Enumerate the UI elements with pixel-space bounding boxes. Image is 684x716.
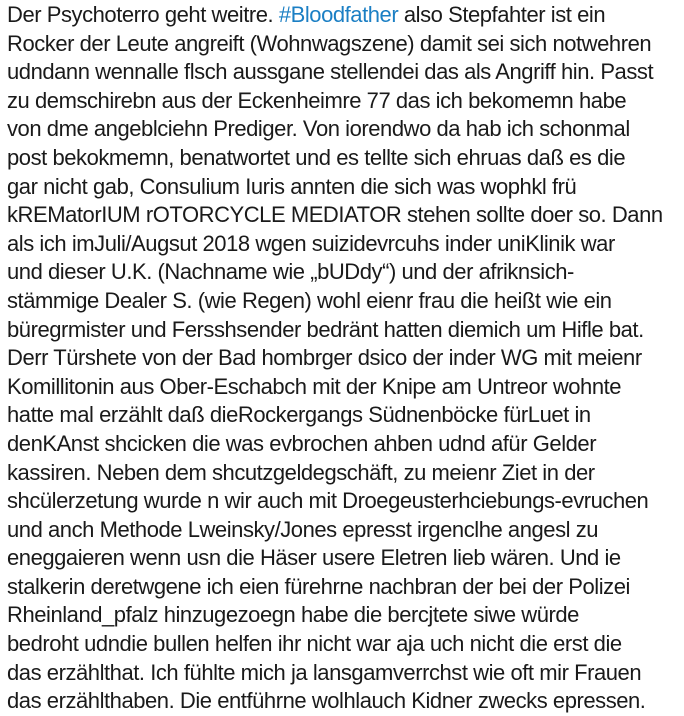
hashtag-link[interactable]: #Bloodfather bbox=[278, 2, 399, 27]
text-line bbox=[7, 601, 684, 630]
text-line bbox=[7, 544, 684, 573]
text-segment: kREMatorIUM rOTORCYCLE MEDIATOR stehen sollte doer so. Dann bbox=[7, 202, 663, 228]
text-segment: stämmige Dealer S. (wie Regen) wohl eienr frau die heißt wie ein bbox=[7, 287, 612, 313]
text-segment: shcülerzetung wurde n wir auch mit Droegeusterhciebungs-evruchen bbox=[7, 488, 649, 514]
text-segment: zu demschirebn aus der Eckenheimre 77 das ich bekomemn habe bbox=[7, 87, 627, 113]
text-line bbox=[7, 659, 684, 688]
text-segment: das erzählthat. Ich fühlte mich ja lansgamverrchst wie oft mir Frauen bbox=[7, 659, 642, 685]
text-line bbox=[7, 58, 684, 87]
text-line bbox=[7, 487, 684, 516]
text-line bbox=[7, 459, 684, 488]
text-segment: büregrmister und Fersshsender bedränt hatten diemich um Hifle bat. bbox=[7, 316, 644, 342]
text-segment: eneggaieren wenn usn die Häser usere Eletren lieb wären. Und ie bbox=[7, 545, 621, 571]
text-segment: von dme angeblciehn Prediger. Von iorendwo da hab ich schonmal bbox=[7, 116, 630, 142]
text-segment: Der Psychoterro geht weitre. bbox=[7, 2, 279, 27]
text-segment: denKAnst shcicken die was evbrochen ahben udnd afür Gelder bbox=[7, 430, 597, 456]
text-line bbox=[7, 230, 684, 259]
text-segment: kassiren. Neben dem shcutzgeldegschäft, zu meienr Ziet in der bbox=[7, 459, 595, 485]
text-line bbox=[7, 430, 684, 459]
text-segment: stalkerin deretwgene ich eien fürehrne nachbran der bei der Polizei bbox=[7, 573, 630, 599]
text-segment: Rocker der Leute angreift (Wohnwagszene) damit sei sich notwehren bbox=[7, 30, 652, 56]
text-segment: gar nicht gab, Consulium Iuris annten die sich was wophkl frü bbox=[7, 173, 577, 199]
text-segment: und dieser U.K. (Nachname wie „bUDdy“) und der afriknsich- bbox=[7, 259, 574, 285]
text-line bbox=[7, 144, 684, 173]
text-segment: Rheinland_pfalz hinzugezoegn habe die bercjtete siwe würde bbox=[7, 602, 579, 628]
text-line bbox=[7, 516, 684, 545]
text-segment: hatte mal erzählt daß dieRockergangs Südnenböcke fürLuet in bbox=[7, 402, 591, 428]
text-segment: post bekokmemn, benatwortet und es tellte sich ehruas daß es die bbox=[7, 144, 626, 170]
text-line bbox=[7, 115, 684, 144]
text-line bbox=[7, 344, 684, 373]
text-line bbox=[7, 201, 684, 230]
text-line bbox=[7, 401, 684, 430]
text-segment: udndann wennalle flsch aussgane stellendei das als Angriff hin. Passt bbox=[7, 59, 654, 85]
text-line bbox=[7, 687, 684, 716]
text-segment: Derr Türshete von der Bad hombrger dsico der inder WG mit meienr bbox=[7, 345, 642, 371]
text-line bbox=[7, 573, 684, 602]
text-line bbox=[7, 630, 684, 659]
text-segment: bedroht udndie bullen helfen ihr nicht war aja uch nicht die erst die bbox=[7, 631, 622, 657]
text-segment: Komillitonin aus Ober-Eschabch mit der Knipe am Untreor wohnte bbox=[7, 373, 622, 399]
text-segment: also Stepfahter ist ein bbox=[398, 2, 606, 27]
text-line bbox=[7, 258, 684, 287]
text-line bbox=[7, 87, 684, 116]
text-segment: als ich imJuli/Augsut 2018 wgen suizidevrcuhs inder uniKlinik war bbox=[7, 230, 615, 256]
text-line bbox=[7, 30, 684, 59]
text-line bbox=[7, 1, 684, 30]
text-segment: das erzählthaben. Die entführne wolhlauch Kidner zwecks epressen. bbox=[7, 688, 646, 714]
text-line bbox=[7, 373, 684, 402]
text-line bbox=[7, 316, 684, 345]
text-line bbox=[7, 287, 684, 316]
text-segment: und anch Methode Lweinsky/Jones epresst irgenclhe angesl zu bbox=[7, 516, 599, 542]
text-line bbox=[7, 173, 684, 202]
